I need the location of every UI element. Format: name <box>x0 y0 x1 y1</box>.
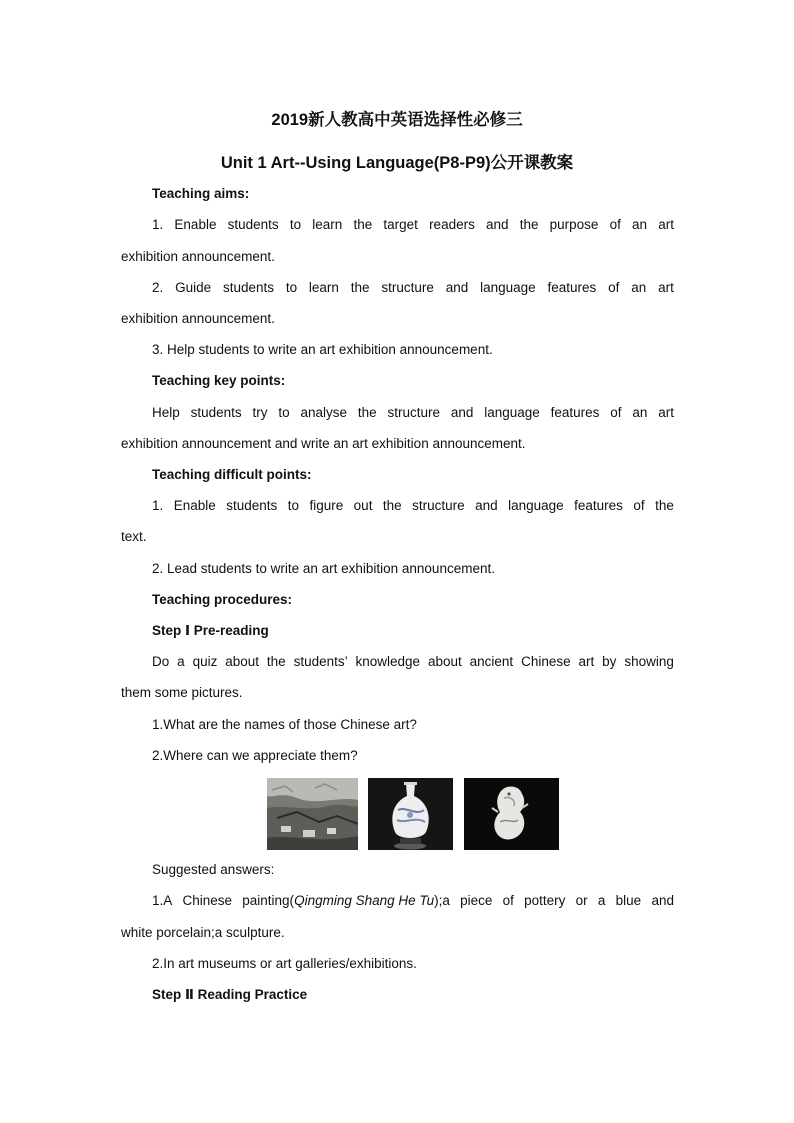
aim-2-first-line <box>152 280 674 295</box>
word: painting(Qingming Shang He Tu);a <box>242 893 450 908</box>
word: piece <box>460 893 493 908</box>
word: blue <box>615 893 642 908</box>
word: showing <box>624 654 674 669</box>
word: an <box>631 280 647 295</box>
word: the <box>353 217 373 232</box>
question-2: 2.Where can we appreciate them? <box>152 748 358 763</box>
word: to <box>289 217 302 232</box>
word: of <box>610 405 622 420</box>
word: analyse <box>300 405 347 420</box>
word: of <box>502 893 514 908</box>
word: language <box>480 280 536 295</box>
word: learn <box>312 217 343 232</box>
difficult-1-continuation: text. <box>121 529 147 544</box>
step-1-desc-continuation: them some pictures. <box>121 685 243 700</box>
word: the <box>357 405 377 420</box>
key-points-continuation: exhibition announcement and write an art exhibition announcement. <box>121 436 526 451</box>
answer-2: 2.In art museums or art galleries/exhibitions. <box>152 956 417 971</box>
word: art <box>658 217 674 232</box>
word: about <box>225 654 260 669</box>
word: students’ <box>293 654 348 669</box>
word: or <box>575 893 588 908</box>
sculpture-image <box>464 778 559 850</box>
word: Enable <box>173 498 216 513</box>
painting-name: Qingming Shang He Tu <box>294 893 435 908</box>
aim-2-continuation: exhibition announcement. <box>121 311 275 326</box>
word: the <box>382 498 402 513</box>
word: a <box>597 893 606 908</box>
difficult-2: 2. Lead students to write an art exhibition announcement. <box>152 561 495 576</box>
difficult-points-heading: Teaching difficult points: <box>152 467 312 482</box>
word: and <box>651 893 674 908</box>
difficult-1-first-line <box>152 498 674 513</box>
word: Do <box>152 654 170 669</box>
aim-3: 3. Help students to write an art exhibition announcement. <box>152 342 493 357</box>
word: and <box>445 280 469 295</box>
question-1: 1.What are the names of those Chinese art? <box>152 717 417 732</box>
word: and <box>450 405 474 420</box>
word: the <box>350 280 370 295</box>
word: art <box>658 405 674 420</box>
word: target <box>383 217 418 232</box>
suggested-answers-heading: Suggested answers: <box>152 862 275 877</box>
word: 2. <box>152 280 164 295</box>
teaching-aims-heading: Teaching aims: <box>152 186 250 201</box>
word: structure <box>387 405 440 420</box>
word: to <box>287 498 299 513</box>
word: a <box>177 654 185 669</box>
key-points-first-line <box>152 405 674 420</box>
word: structure <box>412 498 465 513</box>
word: try <box>252 405 268 420</box>
word: structure <box>381 280 434 295</box>
word: pottery <box>524 893 566 908</box>
step-1-heading: Step Ⅰ Pre-reading <box>152 623 269 638</box>
word: students <box>222 280 274 295</box>
step-2-heading: Step Ⅱ Reading Practice <box>152 987 308 1002</box>
word: Chinese <box>521 654 571 669</box>
word: and <box>486 217 509 232</box>
word: language <box>508 498 564 513</box>
word: 1.A <box>152 893 173 908</box>
word: of <box>608 280 620 295</box>
word: figure <box>309 498 344 513</box>
step-1-desc-first-line <box>152 654 674 669</box>
answer-1-first-line <box>152 893 674 908</box>
art-pictures <box>267 778 559 850</box>
word: the <box>519 217 539 232</box>
word: Enable <box>174 217 217 232</box>
word: art <box>578 654 595 669</box>
word: of <box>609 217 621 232</box>
painting-image <box>267 778 358 850</box>
word: of <box>633 498 645 513</box>
word: Help <box>152 405 180 420</box>
word: about <box>427 654 462 669</box>
word: features <box>550 405 600 420</box>
word: learn <box>308 280 339 295</box>
word: an <box>632 217 648 232</box>
procedures-heading: Teaching procedures: <box>152 592 293 607</box>
word: features <box>547 280 597 295</box>
word: language <box>484 405 540 420</box>
word: students <box>227 217 279 232</box>
aim-1-continuation: exhibition announcement. <box>121 249 275 264</box>
document-subtitle: Unit 1 Art--Using Language(P8-P9)公开课教案 <box>220 154 574 172</box>
word: students <box>190 405 242 420</box>
word: features <box>574 498 623 513</box>
word: the <box>266 654 286 669</box>
word: and <box>475 498 498 513</box>
word: students <box>226 498 278 513</box>
word: Guide <box>175 280 212 295</box>
word: out <box>353 498 373 513</box>
vase-image <box>368 778 453 850</box>
word: art <box>658 280 674 295</box>
answer-1-continuation: white porcelain;a sculpture. <box>121 925 285 940</box>
word: the <box>655 498 674 513</box>
word: 1. <box>152 498 164 513</box>
word: 1. <box>152 217 164 232</box>
word: by <box>602 654 617 669</box>
key-points-heading: Teaching key points: <box>152 373 286 388</box>
word: to <box>285 280 298 295</box>
word: ancient <box>469 654 514 669</box>
word: quiz <box>192 654 218 669</box>
word: an <box>632 405 648 420</box>
aim-1-first-line <box>152 217 674 232</box>
word: readers <box>429 217 475 232</box>
word: knowledge <box>355 654 421 669</box>
word: to <box>278 405 290 420</box>
word: purpose <box>549 217 599 232</box>
document-title: 2019新人教高中英语选择性必修三 <box>271 111 523 129</box>
word: Chinese <box>182 893 233 908</box>
